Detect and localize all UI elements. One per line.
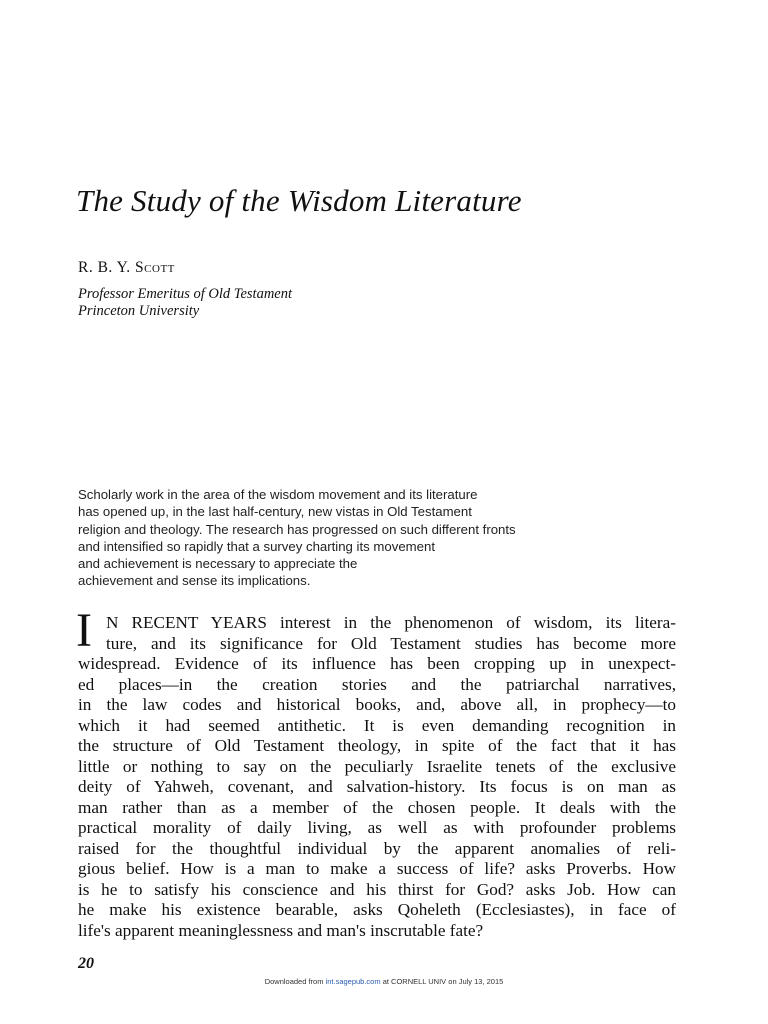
body-line: he make his existence bearable, asks Qoheleth (Ecclesiastes), in face of: [78, 900, 676, 919]
download-footer: [0, 977, 768, 986]
author-name: R. B. Y. Scott: [78, 259, 175, 276]
drop-cap: I: [76, 604, 92, 657]
body-line: ed places—in the creation stories and the patriarchal narratives,: [78, 674, 676, 694]
abstract-line: achievement and sense its implications.: [78, 573, 311, 589]
abstract: [78, 486, 516, 590]
body-paragraph: [78, 613, 676, 941]
abstract-line: has opened up, in the last half-century, new vistas in Old Testament: [78, 504, 472, 520]
footer-suffix: at CORNELL UNIV on July 13, 2015: [380, 977, 504, 986]
body-line: raised for the thoughtful individual by the apparent anomalies of reli-: [78, 838, 676, 858]
abstract-line: and achievement is necessary to appreciate the: [78, 556, 358, 572]
author-affiliation-role: Professor Emeritus of Old Testament: [78, 286, 293, 302]
body-line: gious belief. How is a man to make a success of life? asks Proverbs. How: [78, 859, 676, 878]
body-line: which it had seemed antithetic. It is even demanding recognition in: [78, 715, 676, 735]
body-line: life's apparent meaninglessness and man's inscrutable fate?: [78, 920, 484, 940]
author-affiliation-institution: Princeton University: [78, 303, 200, 319]
body-line: the structure of Old Testament theology, in spite of the fact that it has: [78, 736, 676, 755]
body-line: N RECENT YEARS interest in the phenomenon of wisdom, its litera-: [106, 613, 676, 632]
body-line: deity of Yahweh, covenant, and salvation-history. Its focus is on man as: [78, 777, 676, 796]
page-number: 20: [78, 955, 94, 972]
abstract-line: Scholarly work in the area of the wisdom movement and its literature: [78, 487, 478, 502]
abstract-line: religion and theology. The research has progressed on such different fronts: [78, 521, 516, 537]
abstract-line: and intensified so rapidly that a survey charting its movement: [78, 538, 435, 554]
body-line: practical morality of daily living, as well as with profounder problems: [78, 818, 676, 837]
footer-source-link[interactable]: int.sagepub.com: [325, 977, 381, 986]
body-line: ture, and its significance for Old Testament studies has become more: [106, 633, 676, 653]
body-line: widespread. Evidence of its influence has been cropping up in unexpect-: [78, 654, 676, 673]
body-line: is he to satisfy his conscience and his thirst for God? asks Job. How can: [78, 879, 676, 899]
article-title: The Study of the Wisdom Literature: [76, 183, 522, 218]
body-line: in the law codes and historical books, and, above all, in prophecy—to: [78, 695, 676, 714]
body-line: man rather than as a member of the chosen people. It deals with the: [78, 797, 676, 817]
body-line: little or nothing to say on the peculiarly Israelite tenets of the exclusive: [78, 756, 676, 776]
footer-prefix: Downloaded from: [264, 977, 326, 986]
